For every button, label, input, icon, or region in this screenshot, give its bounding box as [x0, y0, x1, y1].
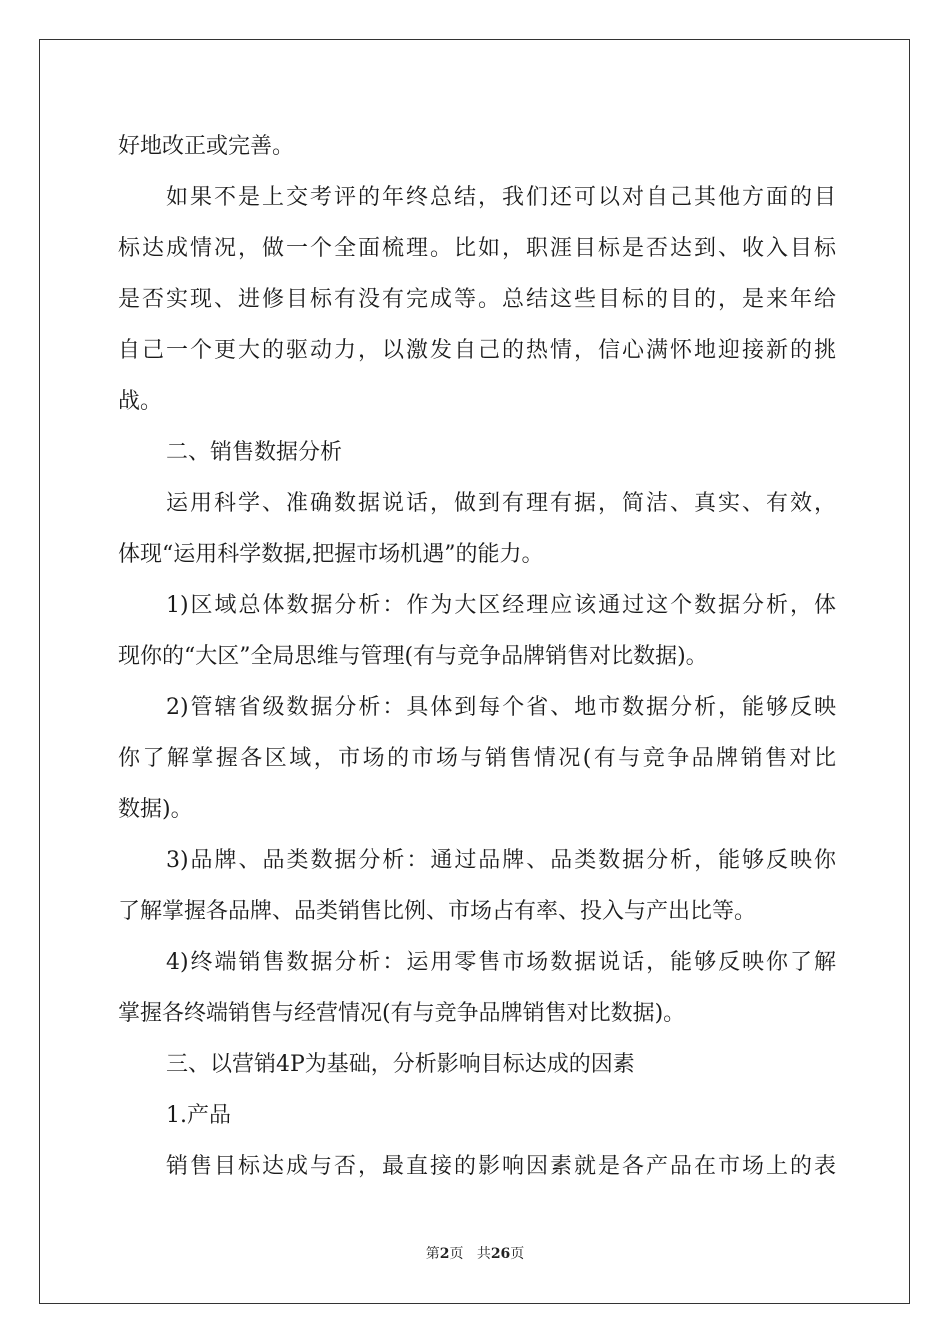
- paragraph-first-line: 运用科学、准确数据说话，做到有理有据，简洁、真实、有效，: [166, 491, 836, 516]
- text-line: 是否实现、进修目标有没有完成等。总结这些目标的目的，是来年给: [118, 287, 836, 312]
- page-number: 2: [439, 1246, 450, 1262]
- list-item-first-line: 4)终端销售数据分析：运用零售市场数据说话，能够反映你了解: [166, 950, 836, 975]
- total-prefix: 共: [476, 1246, 491, 1262]
- subsection-heading: 1.产品: [166, 1103, 231, 1128]
- list-item-first-line: 3)品牌、品类数据分析：通过品牌、品类数据分析，能够反映你: [166, 848, 836, 873]
- section-heading: 三、以营销4P为基础，分析影响目标达成的因素: [166, 1052, 635, 1077]
- total-pages: 26: [490, 1246, 511, 1262]
- text-line: 数据)。: [118, 797, 193, 822]
- list-item-first-line: 2)管辖省级数据分析：具体到每个省、地市数据分析，能够反映: [166, 695, 836, 720]
- page-footer: [0, 1244, 950, 1264]
- paragraph-first-line: 如果不是上交考评的年终总结，我们还可以对自己其他方面的目: [166, 185, 836, 210]
- text-line: 你了解掌握各区域，市场的市场与销售情况(有与竞争品牌销售对比: [118, 746, 836, 771]
- paragraph-first-line: 销售目标达成与否，最直接的影响因素就是各产品在市场上的表: [166, 1154, 836, 1179]
- text-line: 自己一个更大的驱动力，以激发自己的热情，信心满怀地迎接新的挑: [118, 338, 836, 363]
- list-item-first-line: 1)区域总体数据分析：作为大区经理应该通过这个数据分析，体: [166, 593, 836, 618]
- page-prefix: 第: [425, 1246, 440, 1262]
- text-line: 战。: [118, 389, 163, 414]
- text-line: 掌握各终端销售与经营情况(有与竞争品牌销售对比数据)。: [118, 1001, 686, 1026]
- text-line: 了解掌握各品牌、品类销售比例、市场占有率、投入与产出比等。: [118, 899, 757, 924]
- text-line: 标达成情况，做一个全面梳理。比如，职涯目标是否达到、收入目标: [118, 236, 836, 261]
- text-line: 体现“运用科学数据,把握市场机遇”的能力。: [118, 542, 544, 567]
- page-suffix: 页: [449, 1246, 464, 1262]
- text-line: 现你的“大区”全局思维与管理(有与竞争品牌销售对比数据)。: [118, 644, 708, 669]
- text-line: 好地改正或完善。: [118, 134, 295, 159]
- section-heading: 二、销售数据分析: [166, 440, 343, 465]
- total-suffix: 页: [510, 1246, 525, 1262]
